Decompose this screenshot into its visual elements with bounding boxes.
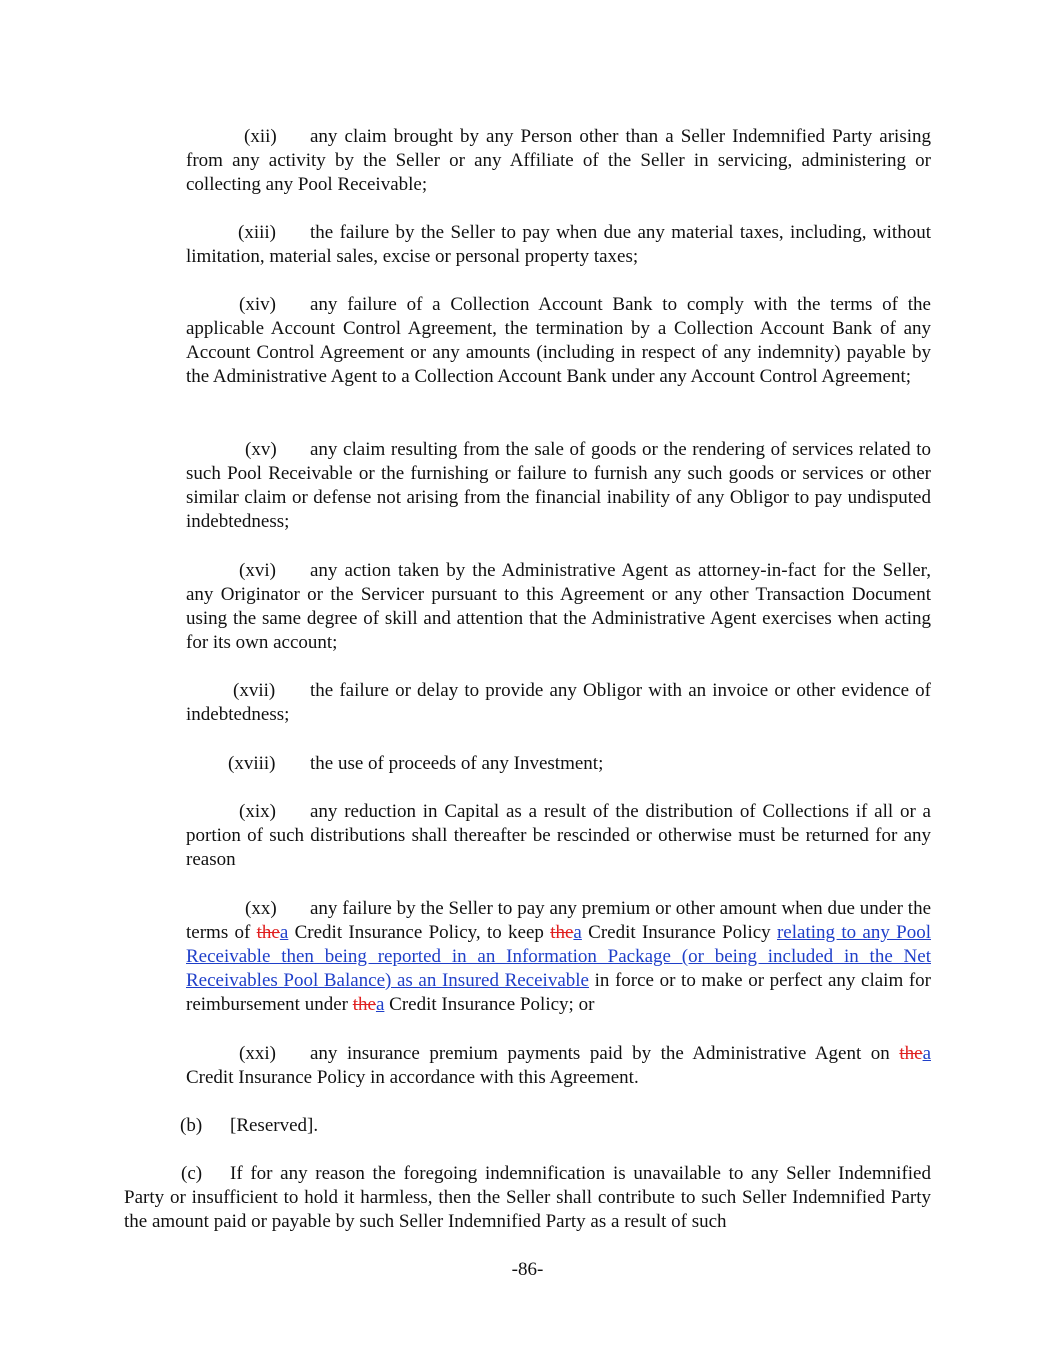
section-number: (b) (180, 1115, 203, 1136)
clause-text: any claim resulting from the sale of goods or the rendering of services related to such Pool Receivable or the furnishing or failure to furnish any such goods or services or other similar claim or defense not arising from the financial inability of any Obligor to pay undisputed indebtedness; (186, 439, 931, 532)
clause-number: (xv) (245, 439, 277, 460)
clause-text: any action taken by the Administrative Agent as attorney-in-fact for the Seller, any Originator or the Servicer pursuant to this Agreement or any other Transaction Document using the same degree of skill and attention that the Administrative Agent exercises when acting for its own account; (186, 560, 931, 653)
inserted-text: a (279, 922, 289, 943)
clause-number: (xix) (239, 801, 276, 822)
clause-text: the use of proceeds of any Investment; (310, 753, 604, 774)
inserted-text: a (375, 994, 385, 1015)
clause-number: (xvi) (239, 560, 276, 581)
clause-number: (xiv) (239, 294, 276, 315)
inserted-text: a (573, 922, 582, 943)
clause-text: any claim brought by any Person other than a Seller Indemnified Party arising from any activity by the Seller or any Affiliate of the Seller in servicing, administering or collecting any Pool Receivable; (186, 126, 931, 195)
clause-xxi (186, 1042, 931, 1090)
page-number: -86- (511, 1259, 544, 1280)
clause-xii (186, 125, 931, 197)
clause-text-part: any insurance premium payments paid by the Administrative Agent on (310, 1043, 900, 1064)
clause-xviii (186, 752, 931, 776)
clause-text-part: Credit Insurance Policy in accordance with this Agreement. (186, 1067, 639, 1088)
clause-number: (xxi) (239, 1043, 276, 1064)
clause-text: the failure by the Seller to pay when due any material taxes, including, without limitation, material sales, excise or personal property taxes; (186, 222, 931, 267)
clause-xvi (186, 559, 931, 655)
clause-xix (186, 800, 931, 872)
clause-xiii (186, 221, 931, 269)
clause-number: (xviii) (228, 753, 276, 774)
clause-text-part: in force or to make or perfect any claim for reimbursement under (186, 970, 931, 1015)
inserted-text: a (922, 1043, 931, 1064)
deleted-text: the (899, 1043, 923, 1064)
section-text: [Reserved]. (230, 1115, 319, 1136)
clause-text-part: Credit Insurance Policy, to keep (288, 922, 551, 943)
clause-text: any failure of a Collection Account Bank to comply with the terms of the applicable Account Control Agreement, the termination by a Collection Account Bank of any Account Control Agreement or any amounts (including in respect of any indemnity) payable by the Administrative Agent to a Collection Account Bank under any Account Control Agreement; (186, 294, 931, 387)
deleted-text: the (256, 922, 280, 943)
clause-number: (xii) (244, 126, 277, 147)
clause-number: (xx) (245, 898, 277, 919)
section-b (180, 1114, 318, 1138)
clause-xiv (186, 293, 931, 389)
section-number: (c) (181, 1163, 203, 1184)
clause-xv (186, 438, 931, 534)
clause-text-part: Credit Insurance Policy (581, 922, 777, 943)
clause-xvii (186, 679, 931, 727)
clause-text: any reduction in Capital as a result of the distribution of Collections if all or a portion of such distributions shall thereafter be rescinded or otherwise must be returned for any reason (186, 801, 931, 870)
deleted-text: the (352, 994, 376, 1015)
clause-text: the failure or delay to provide any Obligor with an invoice or other evidence of indebtedness; (186, 680, 931, 725)
section-text: If for any reason the foregoing indemnification is unavailable to any Seller Indemnified Party or insufficient to hold it harmless, then the Seller shall contribute to such Seller Indemnified Party the amount paid or payable by such Seller Indemnified Party as a result of such (124, 1163, 931, 1232)
clause-number: (xvii) (233, 680, 276, 701)
clause-number: (xiii) (238, 222, 276, 243)
clause-xx (186, 897, 931, 1017)
inserted-text: relating to any Pool Receivable then being reported in an Information Package (or being included in the Net Receivables Pool Balance) as an Insured Receivable (186, 922, 931, 991)
clause-text-part: any failure by the Seller to pay any premium or other amount when due under the terms of (186, 898, 931, 943)
deleted-text: the (550, 922, 574, 943)
section-c (124, 1162, 931, 1234)
clause-text-part: Credit Insurance Policy; or (384, 994, 595, 1015)
